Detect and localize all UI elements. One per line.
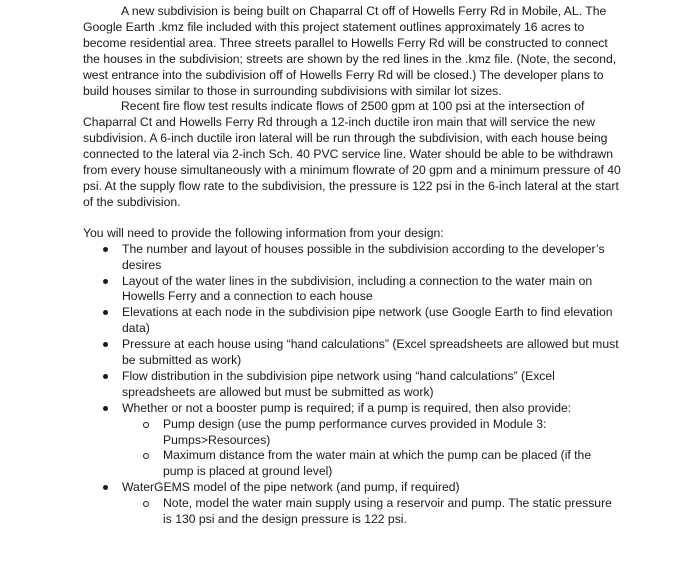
requirement-item: [83, 401, 623, 481]
requirement-text: Flow distribution in the subdivision pipe network using “hand calculations” (Excel spreadsheets are allowed but must be submitted as work): [122, 368, 555, 399]
bullet-icon: [103, 279, 108, 284]
bullet-icon: [103, 342, 108, 347]
subrequirement-item: [122, 417, 623, 449]
hollow-bullet-icon: [143, 422, 149, 428]
requirement-text: Elevations at each node in the subdivision pipe network (use Google Earth to find elevation data): [122, 305, 613, 336]
requirement-text: Whether or not a booster pump is required; if a pump is required, then also provide:: [122, 400, 572, 415]
bullet-icon: [103, 406, 108, 411]
paragraph-fire-flow-test: Recent fire flow test results indicate flows of 2500 gpm at 100 psi at the intersection of Chaparral Ct and Howells Ferry Rd through a 12-inch ductile iron main that will service the new subdivision. A 6-inch ductile iron lateral will be run through the subdivision, with each house being connected to the lateral via 2-inch Sch. 40 PVC service line. Water should be able to be withdrawn from every house simultaneously with a minimum flowrate of 20 gpm and a minimum pressure of 40 psi. At the supply flow rate to the subdivision, the pressure is 122 psi in the 6-inch lateral at the start of the subdivision.: [83, 99, 621, 209]
watergems-subrequirements-list: [122, 496, 623, 528]
requirement-item: [83, 337, 623, 369]
paragraph-subdivision-overview: A new subdivision is being built on Chaparral Ct off of Howells Ferry Rd in Mobile, AL. The Google Earth .kmz file included with this project statement outlines approximately 16 acres to become residential area. Three streets parallel to Howells Ferry Rd will be constructed to connect the houses in the subdivision; streets are shown by the red lines in the .kmz file. (Note, the second, west entrance into the subdivision off of Howells Ferry Rd will be closed.) The developer plans to build houses similar to those in surrounding subdivisions with similar lot sizes.: [83, 4, 617, 98]
subrequirement-text: Note, model the water main supply using a reservoir and pump. The static pressure is 130 psi and the design pressure is 122 psi.: [163, 496, 612, 527]
requirement-text: The number and layout of houses possible in the subdivision according to the developer’s desires: [122, 241, 605, 272]
bullet-icon: [103, 247, 108, 252]
hollow-bullet-icon: [143, 453, 149, 459]
section-spacer: [83, 211, 623, 226]
subrequirement-item: [122, 496, 623, 528]
requirement-item: [83, 480, 623, 528]
subrequirement-text: Pump design (use the pump performance curves provided in Module 3: Pumps>Resources): [163, 416, 547, 447]
requirements-list: [83, 242, 623, 528]
requirement-item: [83, 274, 623, 306]
requirement-item: [83, 305, 623, 337]
subrequirement-item: [122, 448, 623, 480]
requirement-text: Layout of the water lines in the subdivision, including a connection to the water main on Howells Ferry and a connection to each house: [122, 273, 593, 304]
project-statement: [83, 4, 623, 528]
requirement-item: [83, 369, 623, 401]
requirement-text: Pressure at each house using “hand calculations” (Excel spreadsheets are allowed but must be submitted as work): [122, 337, 619, 368]
bullet-icon: [103, 485, 108, 490]
requirement-text: WaterGEMS model of the pipe network (and pump, if required): [122, 480, 460, 495]
hollow-bullet-icon: [143, 501, 149, 507]
requirement-item: [83, 242, 623, 274]
bullet-icon: [103, 310, 108, 315]
bullet-icon: [103, 374, 108, 379]
subrequirement-text: Maximum distance from the water main at which the pump can be placed (if the pump is placed at ground level): [163, 448, 592, 479]
requirements-intro: You will need to provide the following information from your design:: [83, 225, 444, 240]
pump-subrequirements-list: [122, 417, 623, 481]
